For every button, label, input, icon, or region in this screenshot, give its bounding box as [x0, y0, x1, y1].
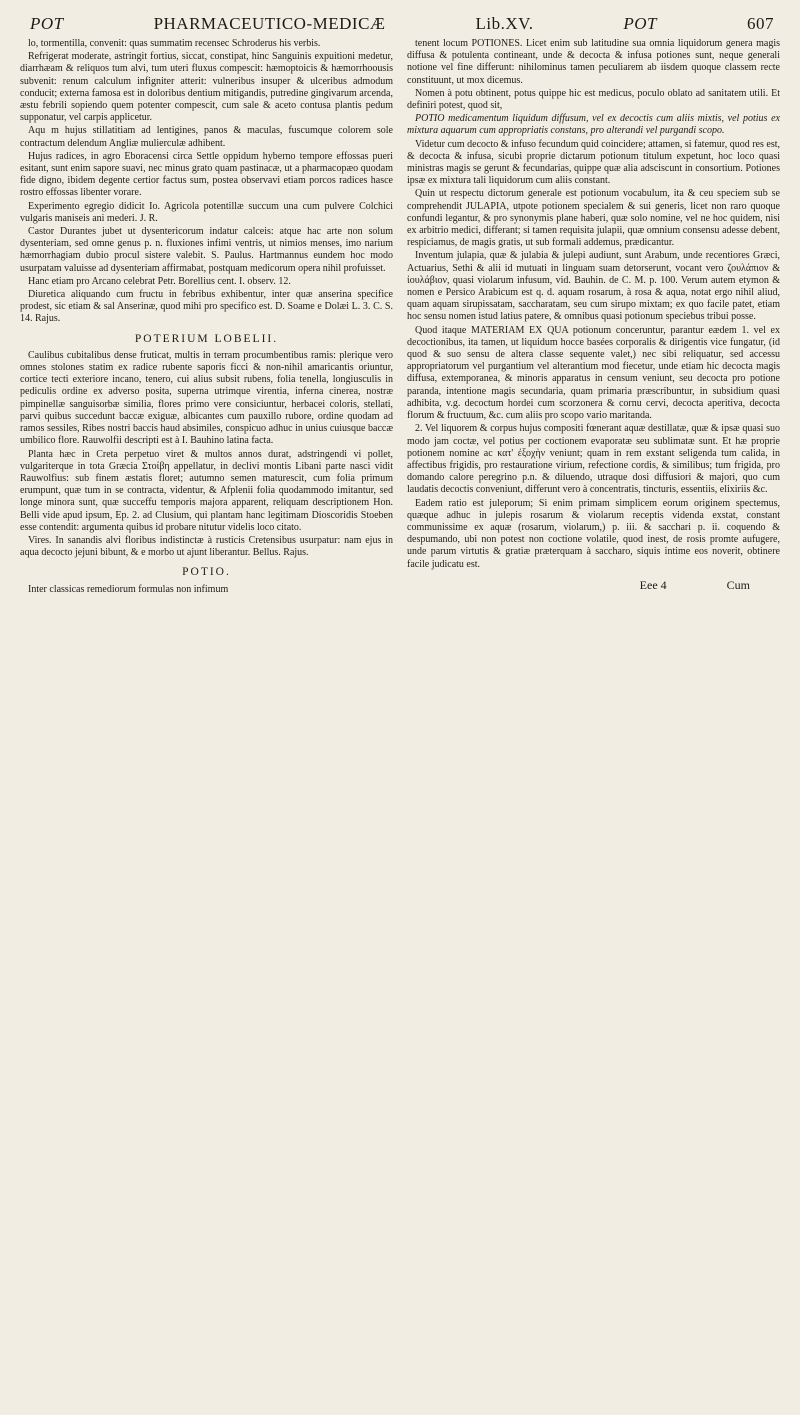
paragraph: Experimento egregio didicit Io. Agricola potentillæ succum una cum pulvere Colchici vulgaris maniseis ani mederi. J. R. [20, 200, 393, 224]
paragraph: Vires. In sanandis alvi floribus indistinctæ à rusticis Cretensibus usurpatur: nam ejus in aqua decocto jejuni bibunt, & e morbo ut ajunt liberantur. Bellus. Rajus. [20, 534, 393, 559]
text-columns [20, 38, 780, 597]
paragraph: 2. Vel liquorem & corpus hujus compositi fœnerant aquæ destillatæ, quæ & ipsæ quasi suo modo jam coctæ, vel potius per coctionem evaporatæ seu sublimatæ sunt. Et hæ proprie potionem nomine ac κατ' ἐξοχὴν veniunt; quam in rem exstant seligenda tum calida, in affectibus frigidis, pro restauratione virium, refectione cordis, & similibus; tum frigida, pro domando calore peregrino p.n. & diluendo, utraque dosi diffusiori & majori, quo cum laudatis decoctis conveniunt, differunt vero à concentratis, tincturis, essentiis, elixiriis &c. [407, 423, 780, 496]
paragraph: tenent locum POTIONES. Licet enim sub latitudine sua omnia liquidorum genera magis diffusa & potulenta contineant, unde & decocta & infusa potiones sunt, neque generali notione vel fine differunt: nihilominus tamen peculiarem ab iisdem quoque classem recte constituunt, ut mox dicemus. [407, 38, 780, 86]
paragraph: Hanc etiam pro Arcano celebrat Petr. Borellius cent. I. observ. 12. [28, 275, 291, 287]
header-right-word: POT [623, 14, 658, 33]
paragraph: Diuretica aliquando cum fructu in febribus exhibentur, inter quæ anserina specifice prodest, sic etiam & sal Anserinæ, quod mihi pro specifico est. D. Soame e Dolæi L. 3. C. S. 14. Rajus. [20, 289, 393, 325]
page-footer [407, 579, 750, 591]
right-column [407, 38, 780, 597]
definition-paragraph: POTIO medicamentum liquidum diffusum, vel ex decoctis cum aliis mixtis, vel potius ex mixtura aquarum cum appropriatis constans, pro alterandi vel purgandi scopo. [407, 113, 780, 137]
signature-mark: Eee 4 [639, 577, 667, 592]
paragraph: Nomen à potu obtinent, potus quippe hic est medicus, poculo oblato ad sanitatem utili. Et definiri potest, quod sit, [407, 87, 780, 112]
left-column [20, 38, 393, 597]
header-title: PHARMACEUTICO-MEDICÆ [153, 14, 386, 33]
section-heading: POTERIUM LOBELII. [134, 332, 279, 345]
paragraph: Inventum julapia, quæ & julabia & julepi audiunt, sunt Arabum, unde recentiores Græci, Actuarius, Sethi & alii id mutuati in linguam suam detorserunt, vocant vero ζουλάπιον & ἰουλάβιον, quasi violarum infusum, vid. Bauhin. de C. M. p. 100. Verum autem etymon & nomen e Persico Arabicum est q. d. aquam rosarum, à rosa & aqua, notat ergo nihil aliud, quam aquam sirupissatam, saccharatam, seu cum sirupo mixtam; ex quo facile patet, etiam hoc sensu nomen istud latius patere, & omnibus quasi potionum speciebus tribui posse. [407, 250, 780, 323]
paragraph: Castor Durantes jubet ut dysentericorum indatur calceis: atque hac arte non solum dysenteriam, sed omne genus p. n. fluxiones infimi ventris, ut nimios menses, imo narium hæmorrhagiam dubio procul sistere valebit. S. Paulus. Hartmannus eundem hoc modo usurpatam valuisse ad dysenteriam affirmabat, postquam medicorum opera nihil profuisset. [20, 226, 393, 274]
paragraph: Inter classicas remediorum formulas non infimum [28, 583, 229, 595]
paragraph: Quod itaque MATERIAM EX QUA potionum conceruntur, parantur eædem 1. vel ex decoctionibus, ita tamen, ut liquidum hocce basées corporalis & dirigentis vice fungatur, (id quod & suo sensu de altera classe sequente valet,) nec sibi reliquatur, sed accessu appropriatorum vel purgantium vel alterantium mod fiecetur, unde etiam hic decocta magis diffusa, extemporanea, & minoris apparatus in censum veniunt, seu decocta pro potione paranda, intentione magis secundaria, quam primaria præscribuntur, in subsidium quasi adhibita, v.g. decoctum hordei cum scorzonera & cornu cervi, decocta aperitiva, decocta florum & fructuum, &c. cum aliis pro scopo vario maritanda. [407, 324, 780, 422]
header-left-word: POT [30, 14, 64, 33]
paragraph: Eadem ratio est juleporum; Si enim primam simplicem eorum originem spectemus, quæque adhuc in julepis rosarum & violarum receptis videnda exstat, constant communissime ex aquæ (rosarum, violarum,) p. iii. & sacchari p. ii. coquendo & despumando, ubi non potest non coctione volatile, quod inest, de rosis promte aufugere, unde parum virtutis & gratiæ præterquam à saccharo, siquis intime eos noverit, obtinere facile judicatu est. [407, 497, 780, 570]
paragraph: Planta hæc in Creta perpetuo viret & multos annos durat, adstringendi vi pollet, vulgariterque in tota Græcia Στοίβη appellatur, in declivi montis Libani parte nasci vidit Rauwolfius: sub finem æstatis floret; autumno semen maturescit, cum folia primum erumpunt, quæ tum in se contracta, videntur, & Afplenii folia quodammodo imitantur, sed longe minora sunt, quæ succeffu temporis majora apparent, reliquam descriptionem Hon. Belli vide apud ipsum, Ep. 2. ad Clusium, qui plantam hanc legitimam Dioscoridis Stoeben esse contendit: argumenta quibus id probare nitutur videlis loco citato. [20, 448, 393, 533]
paragraph: Refrigerat moderate, astringit fortius, siccat, constipat, hinc Sanguinis expuitioni medetur, diarrhæam & reliquos tum alvi, tum uteri fluxus compescit: hæmoptoicis & hæmorrhoousis subvenit: renum calculum infigniter atterit: vulneribus insuper & ulceribus admodum conducit; externa famosa est in doloribus dentium mitigandis, putredine gingivarum arcenda, æstu febrili sopiendo quem potenter compescit, cum sale & aceto contusa plantis pedum supponatur, vel carpis applicetur. [20, 51, 393, 124]
section-heading: POTIO. [182, 566, 231, 579]
page-number: 607 [746, 14, 774, 33]
paragraph: Hujus radices, in agro Eboracensi circa Settle oppidum hyberno tempore effossas pueri esitant, sunt enim sapore suavi, nec minus grato quam pastinacæ, ut a pharmacopæo quodam fide digno, ibidem degente certior factus sum, postea observavi etiam porcos radices hasce rostro effossas libenter vorare. [20, 150, 393, 199]
paragraph: Aqu m hujus stillatitiam ad lentigines, panos & maculas, fuscumque colorem sole contractum delendum Angliæ mulierculæ adhibent. [20, 125, 393, 149]
paragraph: lo, tormentilla, convenit: quas summatim recensec Schroderus his verbis. [28, 38, 321, 49]
paragraph: Videtur cum decocto & infuso fecundum quid coincidere; attamen, si fatemur, quod res est, & decocta & infusa, sicubi proprie dictarum potionum titulum expetunt, hoc loco quasi ministras magis se gerunt & fecundarias, quippe quæ alia adsciscunt in consortium. Potiones ipsæ ex mixtura tali liquidorum cum aliis constant. [407, 138, 780, 187]
running-header [30, 14, 774, 34]
paragraph: Quin ut respectu dictorum generale est potionum vocabulum, ita & ceu speciem sub se comprehendit JULAPIA, utpote potionem specialem & sui generis, licet non raro quoque confundi legantur, & pro synonymis plane haberi, quæ solo nomine, vel ne hoc quidem, nisi ex arbitrio medici, differant; si tamen requisita julapii, quæ omnium consensu adesse debent, respiciamus, de magis gratis, ut sub formali addemus, prædicantur. [407, 188, 780, 249]
header-book: Lib.XV. [475, 14, 534, 33]
catchword: Cum [726, 577, 750, 592]
paragraph: Caulibus cubitalibus dense fruticat, multis in terram procumbentibus ramis: plerique vero omnes stolones statim ex radice rubente saporis ficci & non-nihil amaricantis oriuntur, cortice tecti exteriore incano, tenero, cui alius subsit rubens, folia tenella, longiusculis in pediculis ordine ex adverso posita, superna utrimque virentia, inferna cinerea, nostræ pimpinellæ sanguisorbæ similia, flores primo vere consiciuntur, herbacei coloris, stellati, parvi quibus succedunt baccæ exiguæ, albicantes cum pauxillo rubore, ordine quodam ad ramos sessiles, Ribes nostri baccis haud absimiles, conspicuo adhuc in unius cuiusque baccæ umbilico flore. Rauwolfii descripti est à I. Bauhino latina facta. [20, 349, 393, 447]
